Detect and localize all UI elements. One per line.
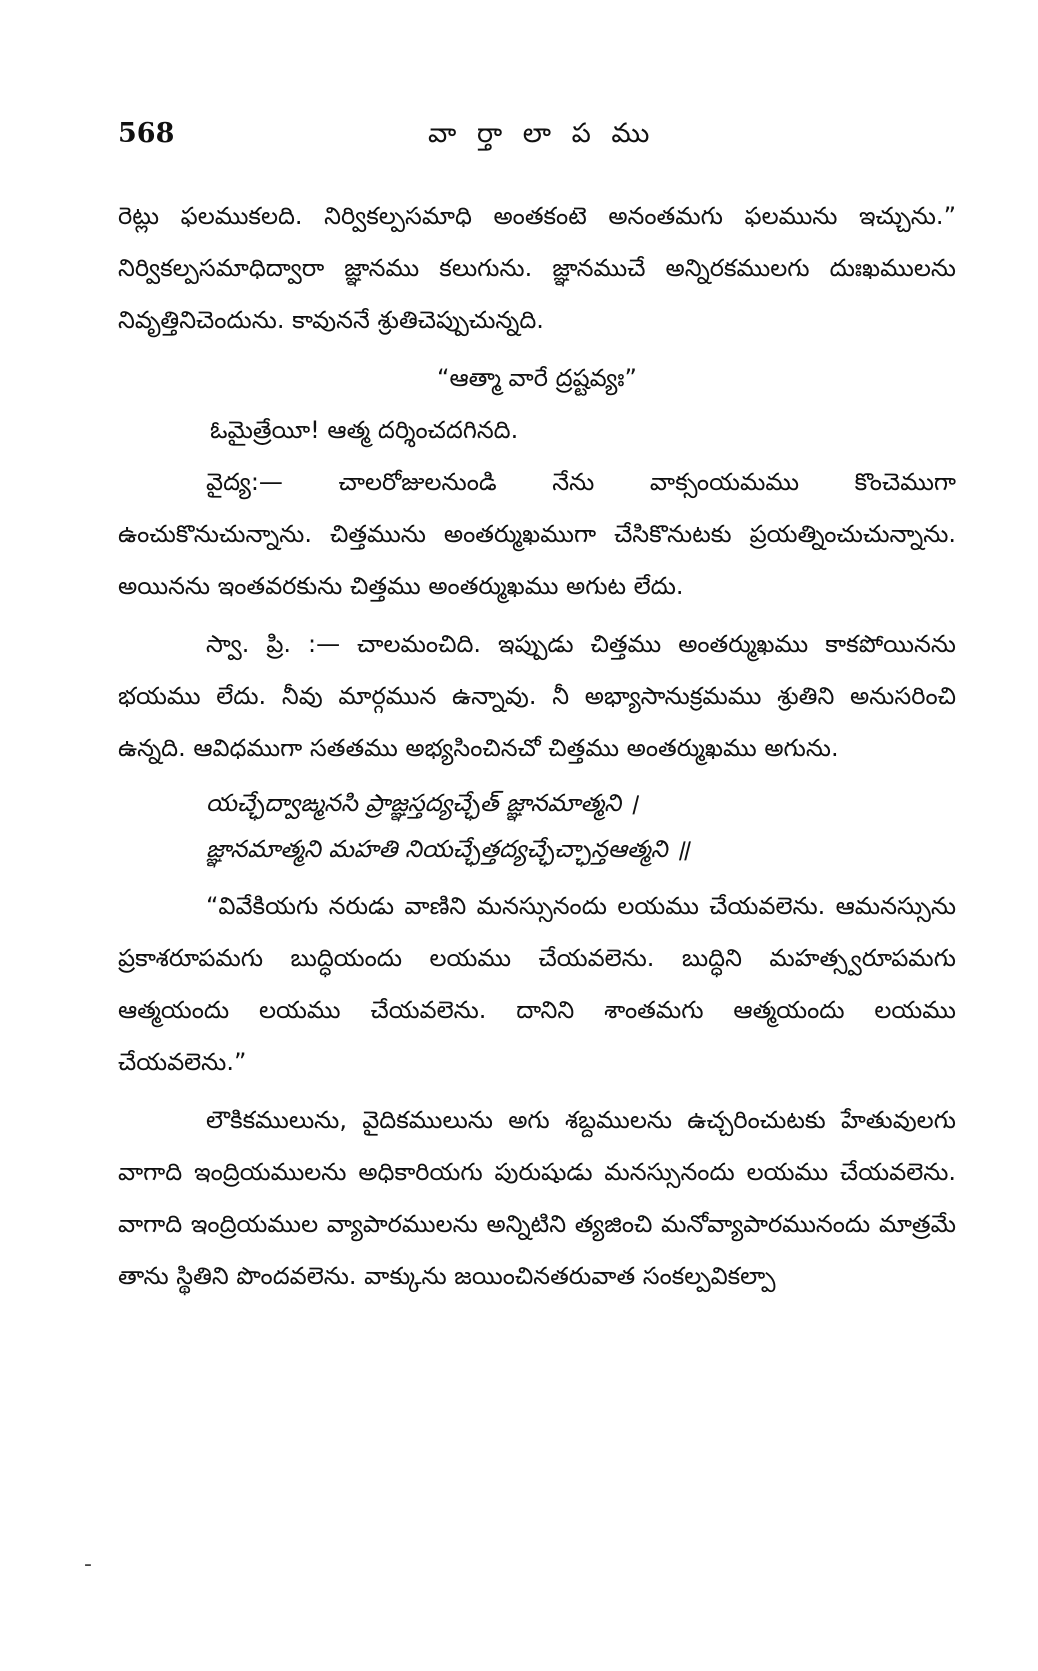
paragraph-final: లౌకికములును, వైదికములును అగు శబ్దములను ఉచ్చరించుటకు హేతువులగు వాగాది ఇంద్రియములను అధికారియగు పురుషుడు మనస్సునందు లయము చేయవలెను. వాగాది ఇంద్రియముల వ్యాపారములను అన్నిటిని త్యజించి మనోవ్యాపారమునందు మాత్రమే తాను స్థితిని పొందవలెను. వాక్కును జయించినతరువాత సంకల్పవికల్పా bbox=[118, 1106, 956, 1290]
page-number: 568 bbox=[118, 118, 175, 149]
verse-line-2: జ్ఞానమాత్మని మహతి నియచ్ఛేత్తద్యచ్ఛేచ్ఛాన్తఆత్మని ॥ bbox=[206, 835, 690, 863]
paragraph-verse-meaning: “వివేకియగు నరుడు వాణిని మనస్సునందు లయము చేయవలెను. ఆమనస్సును ప్రకాశరూపమగు బుద్ధియందు లయము చేయవలెను. బుద్ధిని మహత్స్వరూపమగు ఆత్మయందు లయము చేయవలెను. దానిని శాంతమగు ఆత్మయందు లయము చేయవలెను.” bbox=[118, 892, 956, 1076]
page-header bbox=[118, 118, 958, 158]
page-body bbox=[118, 190, 956, 1308]
sanskrit-quote: “ఆత్మా వారే ద్రష్టవ్యః” bbox=[437, 364, 637, 392]
sanskrit-verse bbox=[206, 780, 956, 872]
paragraph-1: రెట్లు ఫలముకలది. నిర్వికల్పసమాధి అంతకంటె అనంతమగు ఫలమును ఇచ్చును.” నిర్వికల్పసమాధిద్వారా జ్ఞానము కలుగును. జ్ఞానముచే అన్నిరకములగు దుఃఖములను నివృత్తినిచెందును. కావుననే శ్రుతిచెప్పుచున్నది. bbox=[118, 202, 956, 334]
paragraph-swami: స్వా. ప్రి. :— చాలమంచిది. ఇప్పుడు చిత్తము అంతర్ముఖము కాకపోయినను భయము లేదు. నీవు మార్గమున ఉన్నావు. నీ అభ్యాసానుక్రమము శ్రుతిని అనుసరించి ఉన్నది. ఆవిధముగా సతతము అభ్యసించినచో చిత్తము అంతర్ముఖము అగును. bbox=[118, 630, 956, 762]
quote-translation: ఓమైత్రేయీ! ఆత్మ దర్శించదగినది. bbox=[210, 416, 519, 444]
verse-line-1: యచ్ఛేద్వాఙ్మనసి ప్రాజ్ఞస్తద్యచ్ఛేత్ జ్ఞానమాత్మని । bbox=[206, 789, 638, 817]
margin-mark: - bbox=[84, 1552, 92, 1577]
paragraph-vaidya: వైద్య:— చాలరోజులనుండి నేను వాక్సంయమము కొంచెముగా ఉంచుకొనుచున్నాను. చిత్తమును అంతర్ముఖముగా చేసికొనుటకు ప్రయత్నించుచున్నాను. అయినను ఇంతవరకును చిత్తము అంతర్ముఖము అగుట లేదు. bbox=[118, 468, 956, 600]
running-title: వా ర్తా లా ప ము bbox=[428, 118, 656, 149]
